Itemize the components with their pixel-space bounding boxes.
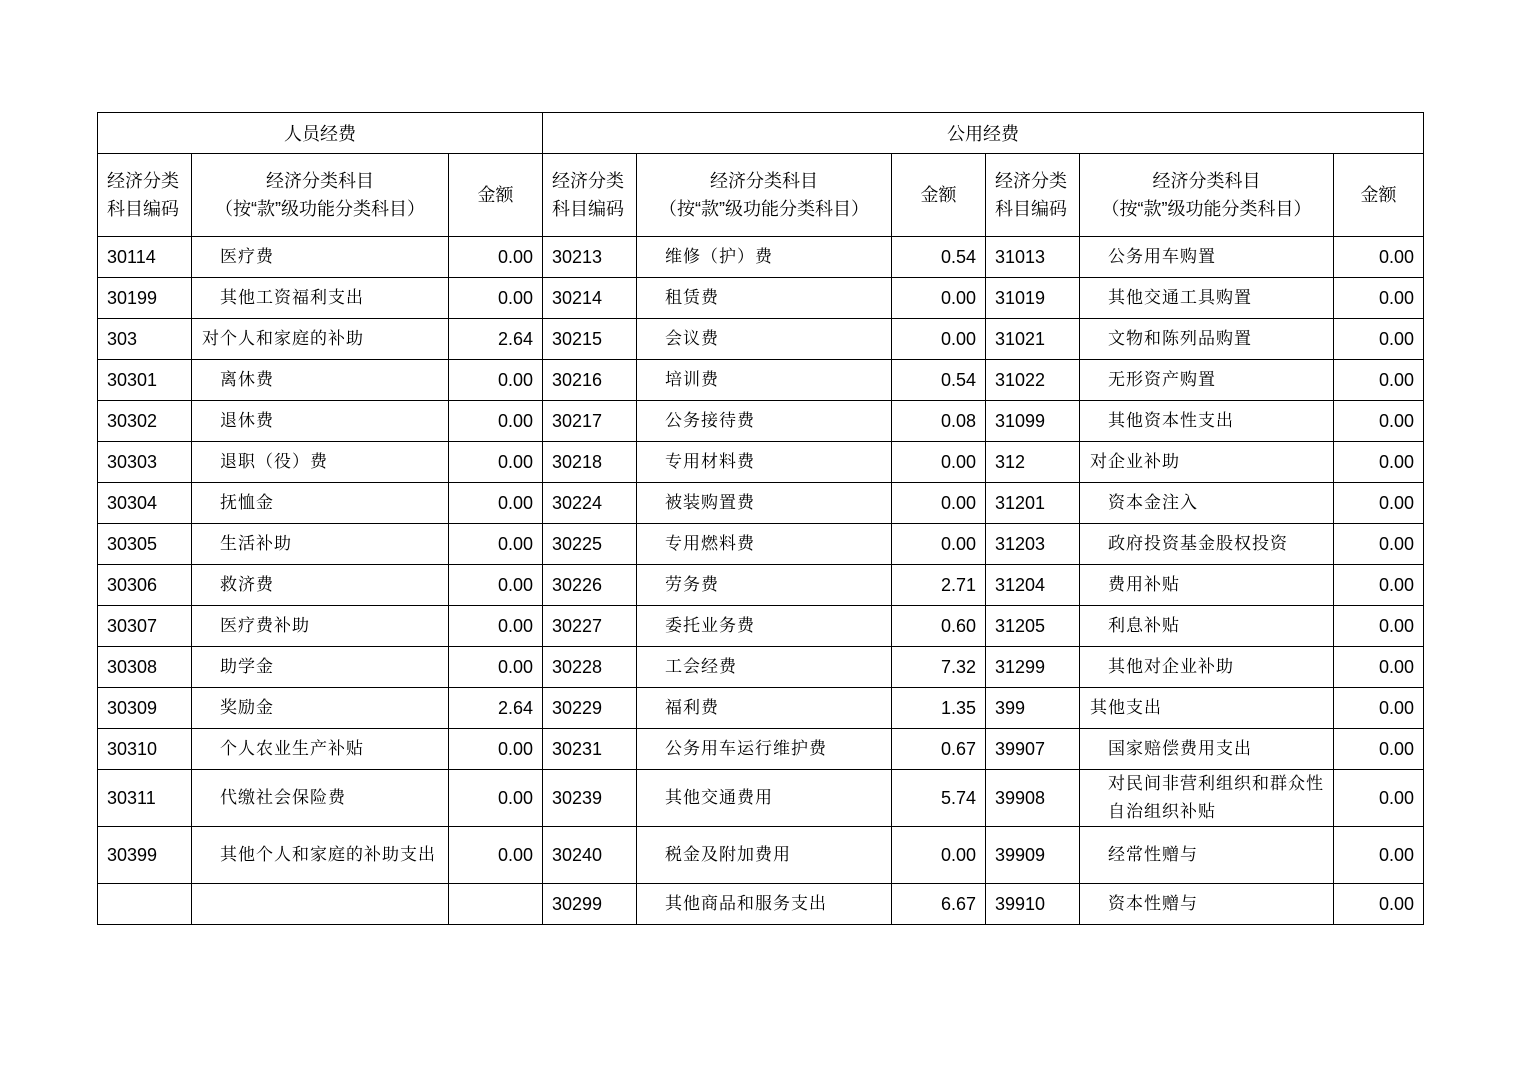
code-column-header: 经济分类 科目编码: [986, 154, 1080, 237]
code-cell: 30228: [543, 647, 637, 688]
amount-cell: 2.64: [449, 688, 543, 729]
name-cell: 无形资产购置: [1080, 360, 1334, 401]
name-column-header: 经济分类科目 （按“款”级功能分类科目）: [1080, 154, 1334, 237]
name-cell: 对民间非营利组织和群众性自治组织补贴: [1080, 770, 1334, 827]
amount-cell: 0.00: [1334, 729, 1424, 770]
name-cell: 抚恤金: [192, 483, 449, 524]
name-cell: 会议费: [637, 319, 892, 360]
code-cell: 39910: [986, 884, 1080, 925]
code-cell: 31299: [986, 647, 1080, 688]
code-cell: 30308: [98, 647, 192, 688]
code-cell: 30239: [543, 770, 637, 827]
table-row: [98, 319, 1424, 360]
group-header-row: [98, 113, 1424, 154]
name-cell: 其他商品和服务支出: [637, 884, 892, 925]
name-cell: 文物和陈列品购置: [1080, 319, 1334, 360]
table-row: [98, 884, 1424, 925]
code-cell: 30215: [543, 319, 637, 360]
name-cell: 代缴社会保险费: [192, 770, 449, 827]
name-cell: 被装购置费: [637, 483, 892, 524]
table-row: [98, 606, 1424, 647]
amount-cell: 0.00: [449, 237, 543, 278]
amount-cell: 0.00: [1334, 319, 1424, 360]
code-cell: 399: [986, 688, 1080, 729]
amount-cell: 0.00: [1334, 770, 1424, 827]
name-column-header: 经济分类科目 （按“款”级功能分类科目）: [192, 154, 449, 237]
table-row: [98, 278, 1424, 319]
table-row: [98, 688, 1424, 729]
code-cell: 30214: [543, 278, 637, 319]
code-cell: 31022: [986, 360, 1080, 401]
name-cell: 工会经费: [637, 647, 892, 688]
name-cell: 对个人和家庭的补助: [192, 319, 449, 360]
amount-cell: 0.00: [449, 524, 543, 565]
amount-cell: 0.00: [449, 729, 543, 770]
amount-cell: 0.00: [1334, 401, 1424, 442]
amount-cell: 1.35: [892, 688, 986, 729]
name-column-header: 经济分类科目 （按“款”级功能分类科目）: [637, 154, 892, 237]
name-cell: 资本金注入: [1080, 483, 1334, 524]
code-cell: 30305: [98, 524, 192, 565]
table-row: [98, 524, 1424, 565]
amount-cell: 0.00: [449, 827, 543, 884]
name-cell: 公务接待费: [637, 401, 892, 442]
name-cell: 其他工资福利支出: [192, 278, 449, 319]
code-cell: 30217: [543, 401, 637, 442]
code-cell: 30309: [98, 688, 192, 729]
code-cell: 30224: [543, 483, 637, 524]
name-cell: 对企业补助: [1080, 442, 1334, 483]
code-cell: 30225: [543, 524, 637, 565]
amount-cell: 0.00: [1334, 827, 1424, 884]
name-cell: 医疗费补助: [192, 606, 449, 647]
name-cell: 救济费: [192, 565, 449, 606]
amount-cell: 0.60: [892, 606, 986, 647]
code-cell: 30302: [98, 401, 192, 442]
name-cell: 其他交通工具购置: [1080, 278, 1334, 319]
code-cell: 39908: [986, 770, 1080, 827]
code-cell: 30218: [543, 442, 637, 483]
code-column-header: 经济分类 科目编码: [98, 154, 192, 237]
name-cell: 利息补贴: [1080, 606, 1334, 647]
amount-cell: 0.54: [892, 237, 986, 278]
name-cell: 委托业务费: [637, 606, 892, 647]
name-cell: 退休费: [192, 401, 449, 442]
amount-column-header: 金额: [1334, 154, 1424, 237]
code-cell: 30399: [98, 827, 192, 884]
code-cell: 30229: [543, 688, 637, 729]
code-cell: 31205: [986, 606, 1080, 647]
name-cell: 退职（役）费: [192, 442, 449, 483]
code-cell: 31201: [986, 483, 1080, 524]
code-cell: 30311: [98, 770, 192, 827]
amount-cell: 2.64: [449, 319, 543, 360]
amount-cell: 0.00: [1334, 606, 1424, 647]
name-cell: 奖励金: [192, 688, 449, 729]
amount-cell: 0.00: [449, 770, 543, 827]
name-cell: 其他支出: [1080, 688, 1334, 729]
amount-cell: 0.00: [1334, 647, 1424, 688]
amount-cell: 0.54: [892, 360, 986, 401]
name-cell: 资本性赠与: [1080, 884, 1334, 925]
name-cell: 政府投资基金股权投资: [1080, 524, 1334, 565]
code-cell: 30231: [543, 729, 637, 770]
code-cell: 30304: [98, 483, 192, 524]
amount-cell: 0.00: [1334, 237, 1424, 278]
name-cell: 医疗费: [192, 237, 449, 278]
amount-cell: 0.00: [892, 483, 986, 524]
code-cell: [98, 884, 192, 925]
name-cell: 助学金: [192, 647, 449, 688]
amount-cell: 0.00: [892, 278, 986, 319]
code-cell: 39907: [986, 729, 1080, 770]
code-cell: 312: [986, 442, 1080, 483]
name-cell: 经常性赠与: [1080, 827, 1334, 884]
code-cell: 31204: [986, 565, 1080, 606]
amount-cell: 0.00: [1334, 688, 1424, 729]
name-cell: 培训费: [637, 360, 892, 401]
amount-column-header: 金额: [449, 154, 543, 237]
code-cell: 30303: [98, 442, 192, 483]
code-cell: 31019: [986, 278, 1080, 319]
amount-cell: 0.00: [449, 401, 543, 442]
amount-cell: 0.00: [1334, 442, 1424, 483]
code-cell: 30199: [98, 278, 192, 319]
group-personnel-header: 人员经费: [98, 113, 543, 154]
amount-cell: 7.32: [892, 647, 986, 688]
name-cell: 其他交通费用: [637, 770, 892, 827]
code-cell: 31099: [986, 401, 1080, 442]
name-cell: 税金及附加费用: [637, 827, 892, 884]
name-cell: 专用燃料费: [637, 524, 892, 565]
name-cell: 其他对企业补助: [1080, 647, 1334, 688]
amount-cell: 0.00: [1334, 565, 1424, 606]
amount-cell: 5.74: [892, 770, 986, 827]
code-cell: 30306: [98, 565, 192, 606]
code-cell: 303: [98, 319, 192, 360]
amount-cell: 0.00: [449, 606, 543, 647]
amount-cell: 0.00: [1334, 884, 1424, 925]
expense-table: [97, 112, 1424, 925]
code-cell: 31203: [986, 524, 1080, 565]
table-row: [98, 237, 1424, 278]
table-row: [98, 827, 1424, 884]
amount-cell: 0.00: [892, 442, 986, 483]
name-cell: 生活补助: [192, 524, 449, 565]
amount-cell: 0.00: [1334, 360, 1424, 401]
name-cell: 租赁费: [637, 278, 892, 319]
code-column-header: 经济分类 科目编码: [543, 154, 637, 237]
code-cell: 30213: [543, 237, 637, 278]
name-cell: 个人农业生产补贴: [192, 729, 449, 770]
table-row: [98, 647, 1424, 688]
amount-cell: 0.00: [1334, 524, 1424, 565]
name-cell: 公务用车运行维护费: [637, 729, 892, 770]
amount-cell: 0.00: [892, 827, 986, 884]
code-cell: 30310: [98, 729, 192, 770]
name-cell: 国家赔偿费用支出: [1080, 729, 1334, 770]
code-cell: 30227: [543, 606, 637, 647]
table-row: [98, 483, 1424, 524]
code-cell: 39909: [986, 827, 1080, 884]
name-cell: 其他个人和家庭的补助支出: [192, 827, 449, 884]
amount-cell: 2.71: [892, 565, 986, 606]
column-header-row: [98, 154, 1424, 237]
table-row: [98, 770, 1424, 827]
table-row: [98, 360, 1424, 401]
table-row: [98, 442, 1424, 483]
amount-cell: 0.00: [449, 565, 543, 606]
amount-cell: 0.00: [892, 319, 986, 360]
table-row: [98, 729, 1424, 770]
table-row: [98, 401, 1424, 442]
code-cell: 30299: [543, 884, 637, 925]
name-cell: 公务用车购置: [1080, 237, 1334, 278]
name-cell: 费用补贴: [1080, 565, 1334, 606]
name-cell: 维修（护）费: [637, 237, 892, 278]
name-cell: 离休费: [192, 360, 449, 401]
amount-cell: 0.00: [449, 278, 543, 319]
amount-cell: 0.00: [449, 647, 543, 688]
amount-column-header: 金额: [892, 154, 986, 237]
code-cell: 30226: [543, 565, 637, 606]
name-cell: [192, 884, 449, 925]
amount-cell: 0.00: [449, 442, 543, 483]
name-cell: 劳务费: [637, 565, 892, 606]
amount-cell: 0.00: [1334, 278, 1424, 319]
code-cell: 30301: [98, 360, 192, 401]
code-cell: 31013: [986, 237, 1080, 278]
amount-cell: 0.67: [892, 729, 986, 770]
amount-cell: 0.00: [892, 524, 986, 565]
name-cell: 福利费: [637, 688, 892, 729]
code-cell: 31021: [986, 319, 1080, 360]
name-cell: 专用材料费: [637, 442, 892, 483]
amount-cell: 0.00: [449, 483, 543, 524]
table-row: [98, 565, 1424, 606]
amount-cell: 0.08: [892, 401, 986, 442]
group-public-header: 公用经费: [543, 113, 1424, 154]
code-cell: 30307: [98, 606, 192, 647]
amount-cell: 6.67: [892, 884, 986, 925]
code-cell: 30240: [543, 827, 637, 884]
name-cell: 其他资本性支出: [1080, 401, 1334, 442]
code-cell: 30114: [98, 237, 192, 278]
amount-cell: 0.00: [1334, 483, 1424, 524]
amount-cell: 0.00: [449, 360, 543, 401]
code-cell: 30216: [543, 360, 637, 401]
amount-cell: [449, 884, 543, 925]
